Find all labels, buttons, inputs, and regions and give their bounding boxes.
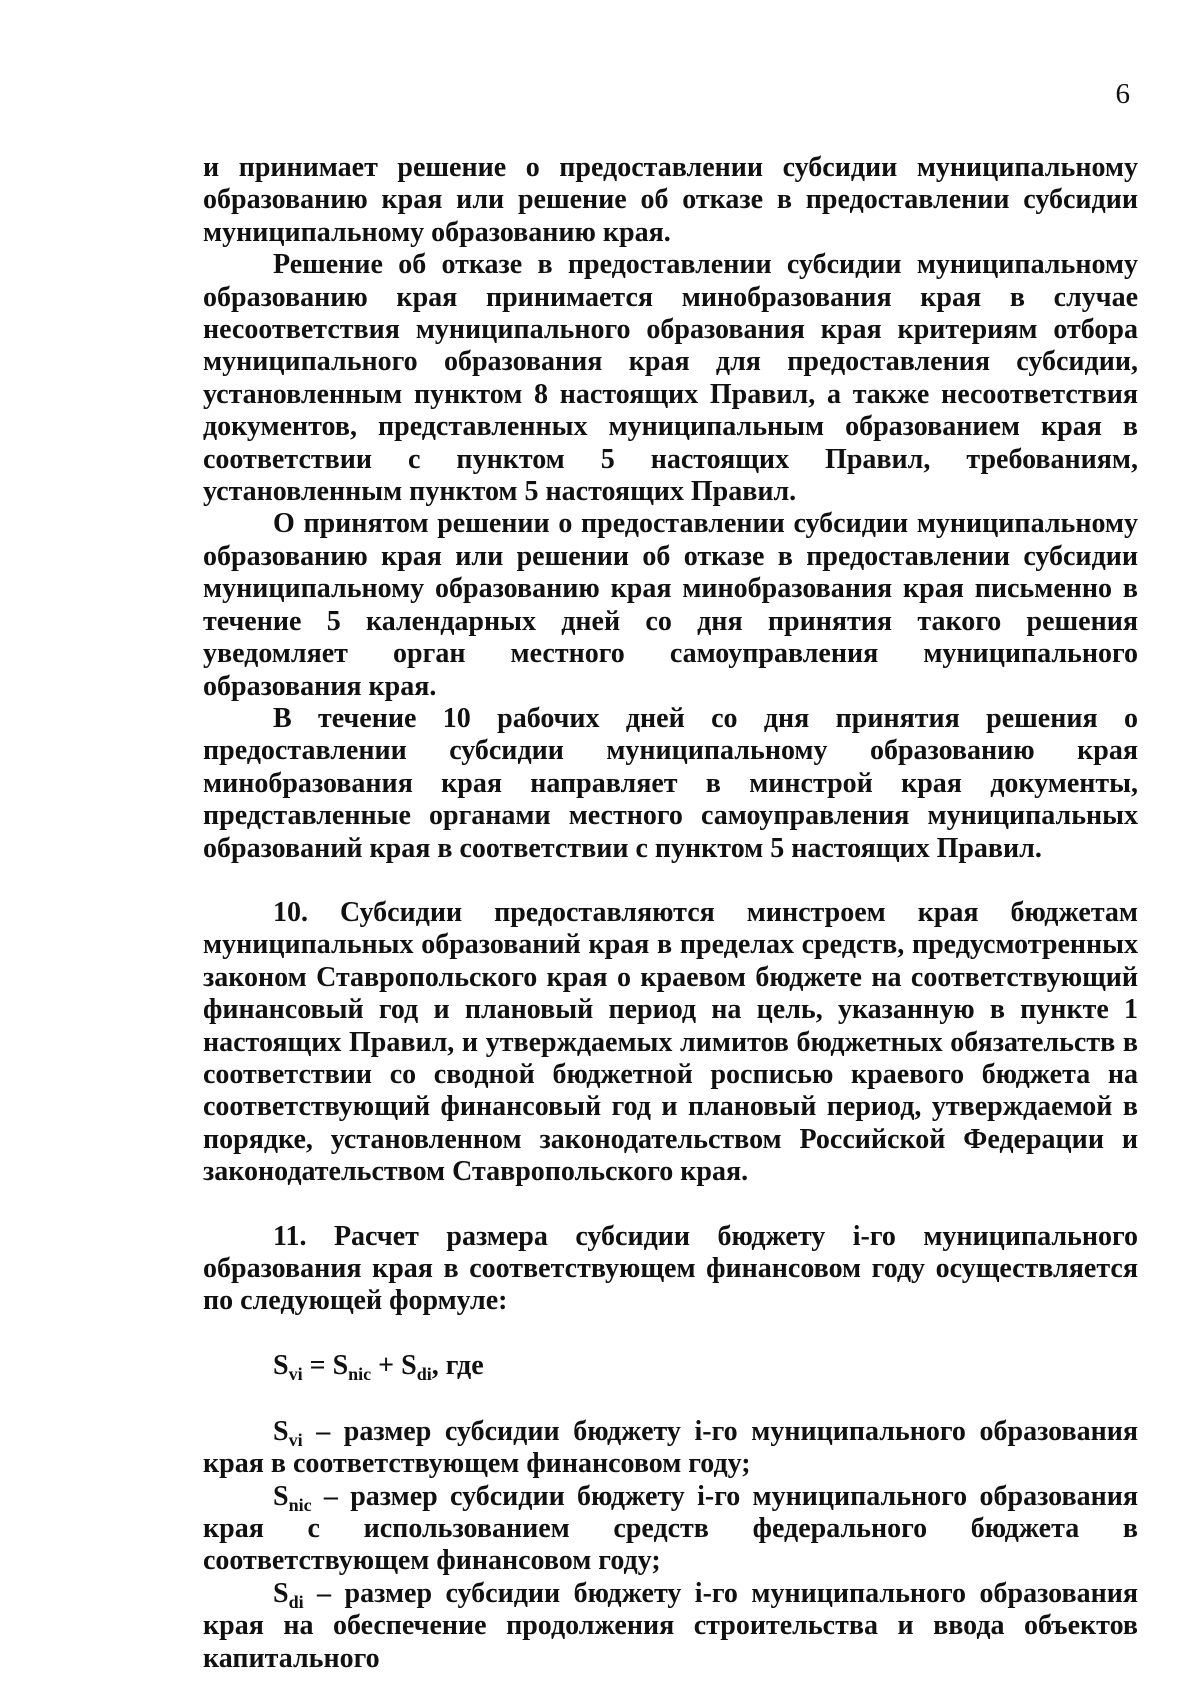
definition-svi: $S_{vi}$ – размер субсидии бюджету i-го муниципального образования края в соответствующем финансовом году;	[203, 1415, 1138, 1480]
paragraph-item-10: 10. Субсидии предоставляются минстроем края бюджетам муниципальных образований края в пределах средств, предусмотренных законом Ставропольского края о краевом бюджете на соответствующий финансовый год и плановый период на цель, указанную в пункте 1 настоящих Правил, и утверждаемых лимитов бюджетных обязательств в соответствии со сводной бюджетной росписью краевого бюджета на соответствующий финансовый год и плановый период, утверждаемой в порядке, установленном законодательством Российской Федерации и законодательством Ставропольского края.	[203, 896, 1138, 1188]
formula-term-2: $S_{di}$	[401, 1349, 432, 1384]
definition-sdi: $S_{di}$ – размер субсидии бюджету i-го муниципального образования края на обеспечение продолжения строительства и ввода объектов капитального	[203, 1577, 1138, 1674]
document-body	[203, 152, 1138, 1675]
formula: $S_{vi} = S_{nic} + S_{di}$, где	[273, 1349, 484, 1384]
paragraph-gap	[203, 865, 1138, 897]
paragraph-item-11: 11. Расчет размера субсидии бюджету i-го муниципального образования края в соответствующем финансовом году осуществляется по следующей формуле:	[203, 1220, 1138, 1317]
paragraph-continuation: и принимает решение о предоставлении субсидии муниципальному образованию края или решение об отказе в предоставлении субсидии муниципальному образованию края.	[203, 152, 1138, 248]
paragraph-gap	[203, 1189, 1138, 1221]
paragraph-refusal-decision: Решение об отказе в предоставлении субсидии муниципальному образованию края принимается минобразования края в случае несоответствия муниципального образования края критериям отбора муниципального образования края для предоставления субсидии, установленным пунктом 8 настоящих Правил, а также несоответствия документов, представленных муниципальным образованием края в соответствии с пунктом 5 настоящих Правил, требованиям, установленным пунктом 5 настоящих Правил.	[203, 249, 1138, 508]
page-number: 6	[1115, 78, 1130, 110]
formula-term-1: $S_{nic}$	[332, 1349, 372, 1384]
definition-snic: $S_{nic}$ – размер субсидии бюджету i-го муниципального образования края с использованием средств федерального бюджета в соответствующем финансовом году;	[203, 1480, 1138, 1577]
formula-lhs: $S_{vi}$	[273, 1349, 303, 1384]
paragraph-documents-transfer: В течение 10 рабочих дней со дня принятия решения о предоставлении субсидии муниципальному образованию края минобразования края направляет в минстрой края документы, представленные органами местного самоуправления муниципальных образований края в соответствии с пунктом 5 настоящих Правил.	[203, 702, 1138, 864]
paragraph-notification: О принятом решении о предоставлении субсидии муниципальному образованию края или решении об отказе в предоставлении субсидии муниципальному образованию края минобразования края письменно в течение 5 календарных дней со дня принятия такого решения уведомляет орган местного самоуправления муниципального образования края.	[203, 508, 1138, 702]
